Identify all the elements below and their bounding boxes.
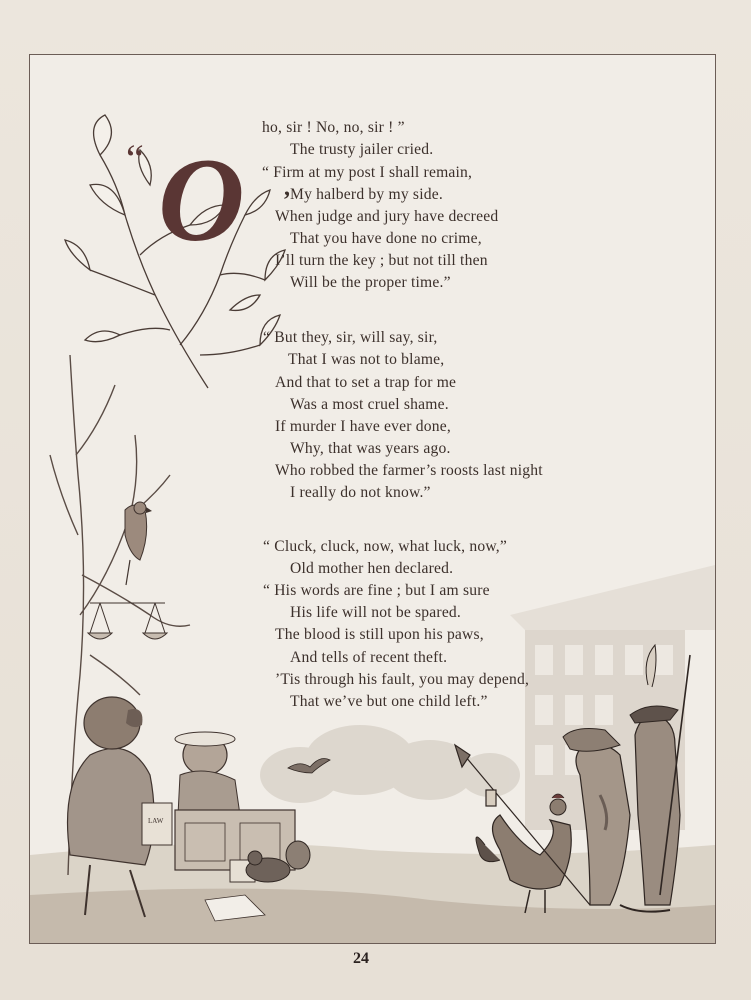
stanza-3-line-4: His life will not be spared.	[290, 604, 462, 621]
stanza-2-line-1: “ But they, sir, will say, sir,	[263, 329, 438, 346]
page-frame	[29, 54, 716, 944]
stanza-3-line-7: ’Tis through his fault, you may depend,	[275, 671, 530, 688]
drop-cap-comma: ,	[284, 175, 290, 201]
stanza-1-line-8: Will be the proper time.”	[290, 274, 451, 291]
stanza-1-line-7: I’ll turn the key ; but not till then	[275, 252, 488, 269]
stanza-3-line-3: “ His words are fine ; but I am sure	[263, 582, 490, 599]
stanza-2-line-4: Was a most cruel shame.	[290, 396, 449, 413]
stanza-2-line-2: That I was not to blame,	[288, 351, 445, 368]
stanza-3-line-5: The blood is still upon his paws,	[275, 626, 484, 643]
law-book-label: LAW	[148, 817, 164, 825]
stanza-1-line-1: ho, sir ! No, no, sir ! ”	[262, 119, 405, 136]
poem	[30, 55, 715, 943]
stanza-3-line-6: And tells of recent theft.	[290, 649, 448, 666]
stanza-1-line-3: “ Firm at my post I shall remain,	[262, 164, 473, 181]
stanza-1-line-4: My halberd by my side.	[290, 186, 443, 203]
stanza-2-line-6: Why, that was years ago.	[290, 440, 451, 457]
stanza-2-line-3: And that to set a trap for me	[275, 374, 457, 391]
stanza-3-line-8: That we’ve but one child left.”	[290, 693, 488, 710]
stanza-3-line-1: “ Cluck, cluck, now, what luck, now,”	[263, 538, 507, 555]
stanza-3-line-2: Old mother hen declared.	[290, 560, 454, 577]
stanza-1-line-6: That you have done no crime,	[290, 230, 482, 247]
drop-cap-letter: O	[158, 133, 245, 266]
page-number: 24	[353, 950, 369, 967]
stanza-1-line-5: When judge and jury have decreed	[275, 208, 499, 225]
stanza-2-line-5: If murder I have ever done,	[275, 418, 451, 435]
stanza-2-line-8: I really do not know.”	[290, 484, 431, 501]
stanza-2-line-7: Who robbed the farmer’s roosts last night	[275, 462, 543, 479]
opening-quote-mark: “	[126, 136, 144, 181]
stanza-1-line-2: The trusty jailer cried.	[290, 141, 434, 158]
